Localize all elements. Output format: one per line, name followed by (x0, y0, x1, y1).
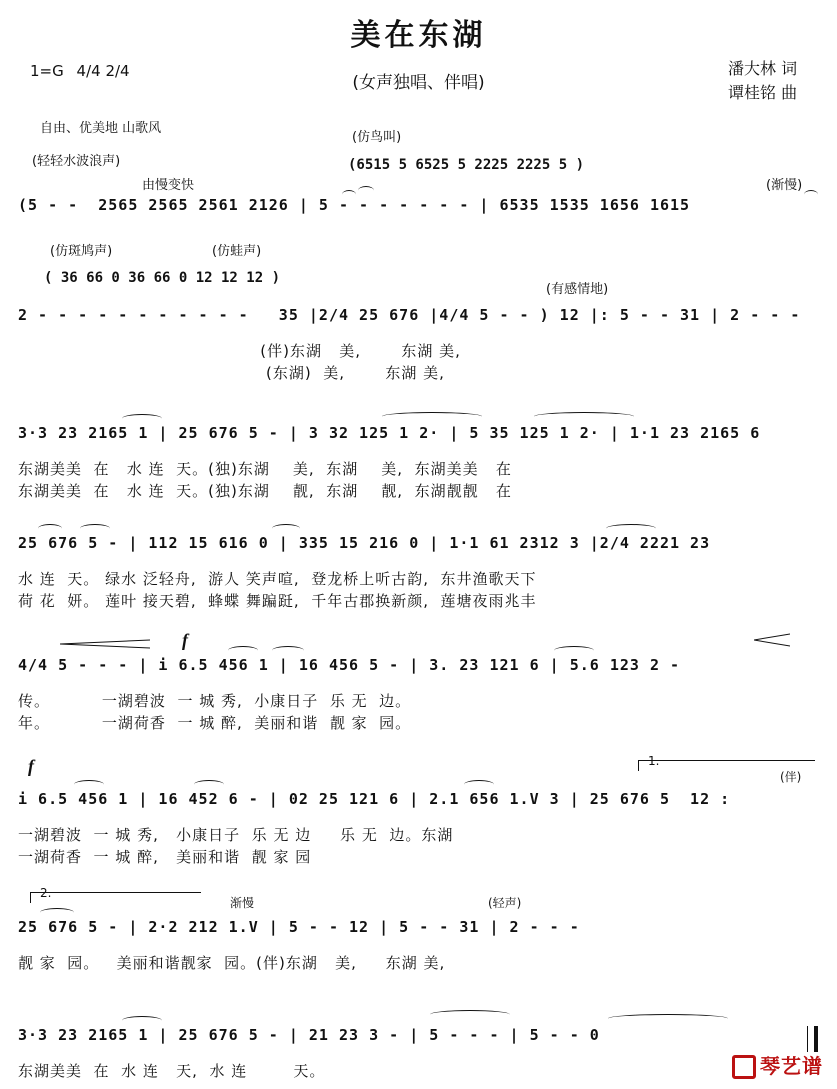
intro-notes-2: 2 - - - - - - - - - - - 35 |2/4 25 676 |4/4 5 - - ) 12 |: 5 - - 31 | 2 - - - (18, 306, 801, 324)
slur (40, 908, 74, 917)
intro-notes-1: (5 - - 2565 2565 2561 2126 | 5 - - - - - - - | 6535 1535 1656 1615 (18, 196, 691, 214)
bird-call-notes: (6515 5 6525 5 2225 2225 5 ) (348, 157, 585, 173)
row-lyrics: 靓 家 园。 美丽和谐靓家 园。(伴)东湖 美, 东湖 美, (18, 954, 446, 972)
row-notes: 3·3 23 2165 1 | 25 676 5 - | 3 32 125 1 2· | 5 35 125 1 2· | 1·1 23 2165 6 (18, 424, 761, 442)
key-label: 1=G (30, 62, 64, 80)
slur (80, 524, 110, 533)
row-lyrics-verse1: 一湖碧波 一 城 秀, 小康日子 乐 无 边 乐 无 边。东湖 (18, 826, 454, 844)
staff-row-2 (18, 534, 820, 626)
slur (430, 1010, 510, 1019)
dynamic-forte: f (182, 630, 188, 650)
ritardando-marking: 渐慢 (230, 896, 255, 910)
wave-sound-label: (轻轻水波浪声) (32, 154, 121, 169)
song-title: 美在东湖 (350, 18, 487, 53)
slur (382, 412, 482, 421)
accompaniment-label: (伴) (780, 770, 802, 784)
time-signature: 4/4 2/4 (76, 62, 130, 80)
row-lyrics-verse2: 东湖美美 在 水 连 天。(独)东湖 靓, 东湖 靓, 东湖靓靓 在 (18, 482, 512, 500)
slur (228, 646, 258, 655)
row-lyrics-verse2: 一湖荷香 一 城 醉, 美丽和谐 靓 家 园 (18, 848, 312, 866)
row-lyrics-verse1: 东湖美美 在 水 连 天。(独)东湖 美, 东湖 美, 东湖美美 在 (18, 460, 512, 478)
bird-call-label: (仿鸟叫) (352, 130, 402, 145)
intro-staff-1 (18, 196, 820, 236)
hairpin-shape (754, 633, 790, 647)
volta-bracket (30, 892, 201, 903)
row-notes: 25 676 5 - | 2·2 212 1.V | 5 - - 12 | 5 - - 31 | 2 - - - (18, 918, 580, 936)
staff-row-3 (18, 630, 820, 748)
row-lyrics-verse2: 荷 花 妍。 莲叶 接天碧, 蜂蝶 舞蹁跹, 千年古郡换新颜, 莲塘夜雨兆丰 (18, 592, 537, 610)
decrescendo-hairpin (60, 634, 150, 644)
staff-row-1 (18, 424, 820, 516)
frog-label: (仿蛙声) (212, 244, 262, 259)
row-lyrics-verse2: 年。 一湖荷香 一 城 醉, 美丽和谐 靓 家 园。 (18, 714, 412, 732)
volta-1: 1. (648, 754, 660, 768)
composer: 谭桂铭 曲 (728, 83, 798, 102)
tempo-marking: 自由、优美地 山歌风 (40, 121, 162, 136)
hairpin-shape (60, 639, 150, 649)
logo-text: 琴艺谱 (760, 1053, 823, 1078)
soft-voice-marking: (轻声) (488, 896, 522, 910)
animal-sound-notes: ( 36 66 0 36 66 0 12 12 12 ) (44, 270, 281, 286)
tie (608, 1014, 728, 1023)
slur (122, 414, 162, 423)
slur (272, 524, 300, 533)
cuckoo-label: (仿斑鸠声) (50, 244, 113, 259)
slur (74, 780, 104, 789)
site-logo (732, 1050, 823, 1080)
fermata (358, 186, 374, 195)
slur (272, 646, 304, 655)
logo-icon (732, 1055, 756, 1079)
final-barline (807, 1026, 818, 1052)
row-notes: 25 676 5 - | 112 15 616 0 | 335 15 216 0 | 1·1 61 2312 3 |2/4 2221 23 (18, 534, 711, 552)
ritardando-marking: (渐慢) (766, 178, 803, 193)
tie (342, 190, 356, 199)
slur (38, 524, 62, 533)
row-lyrics-verse1: 水 连 天。 绿水 泛轻舟, 游人 笑声喧, 登龙桥上听古韵, 东井渔歌天下 (18, 570, 537, 588)
row-notes: 4/4 5 - - - | i 6.5 456 1 | 16 456 5 - | 3. 23 121 6 | 5.6 123 2 - (18, 656, 681, 674)
row-lyrics: 东湖美美 在 水 连 天, 水 连 天。 (18, 1062, 326, 1080)
staff-row-5 (18, 886, 820, 978)
volta-2: 2. (40, 886, 52, 900)
row-lyrics-verse1: 传。 一湖碧波 一 城 秀, 小康日子 乐 无 边。 (18, 692, 412, 710)
slur (554, 646, 594, 655)
slur (194, 780, 224, 789)
slur (534, 412, 634, 421)
row-notes: i 6.5 456 1 | 16 452 6 - | 02 25 121 6 | 2.1 656 1.V 3 | 25 676 5 12 : (18, 790, 731, 808)
subtitle: (女声独唱、伴唱) (352, 73, 485, 93)
crescendo-hairpin (754, 632, 790, 646)
intro-lyrics-2: (东湖) 美, 东湖 美, (18, 364, 445, 382)
expression-marking: (有感情地) (546, 282, 609, 297)
staff-row-4 (18, 754, 820, 882)
intro-lyrics-1: (伴)东湖 美, 东湖 美, (18, 342, 461, 360)
lyricist: 潘大林 词 (728, 59, 798, 78)
tie (804, 190, 818, 199)
slur (464, 780, 494, 789)
intro-staff-2 (18, 306, 820, 398)
slur (122, 1016, 162, 1025)
slur (606, 524, 656, 533)
dynamic-forte: f (28, 756, 34, 776)
staff-row-6 (18, 1026, 820, 1080)
accelerando-marking: 由慢变快 (142, 178, 195, 193)
row-notes: 3·3 23 2165 1 | 25 676 5 - | 21 23 3 - | 5 - - - | 5 - - 0 (18, 1026, 600, 1044)
